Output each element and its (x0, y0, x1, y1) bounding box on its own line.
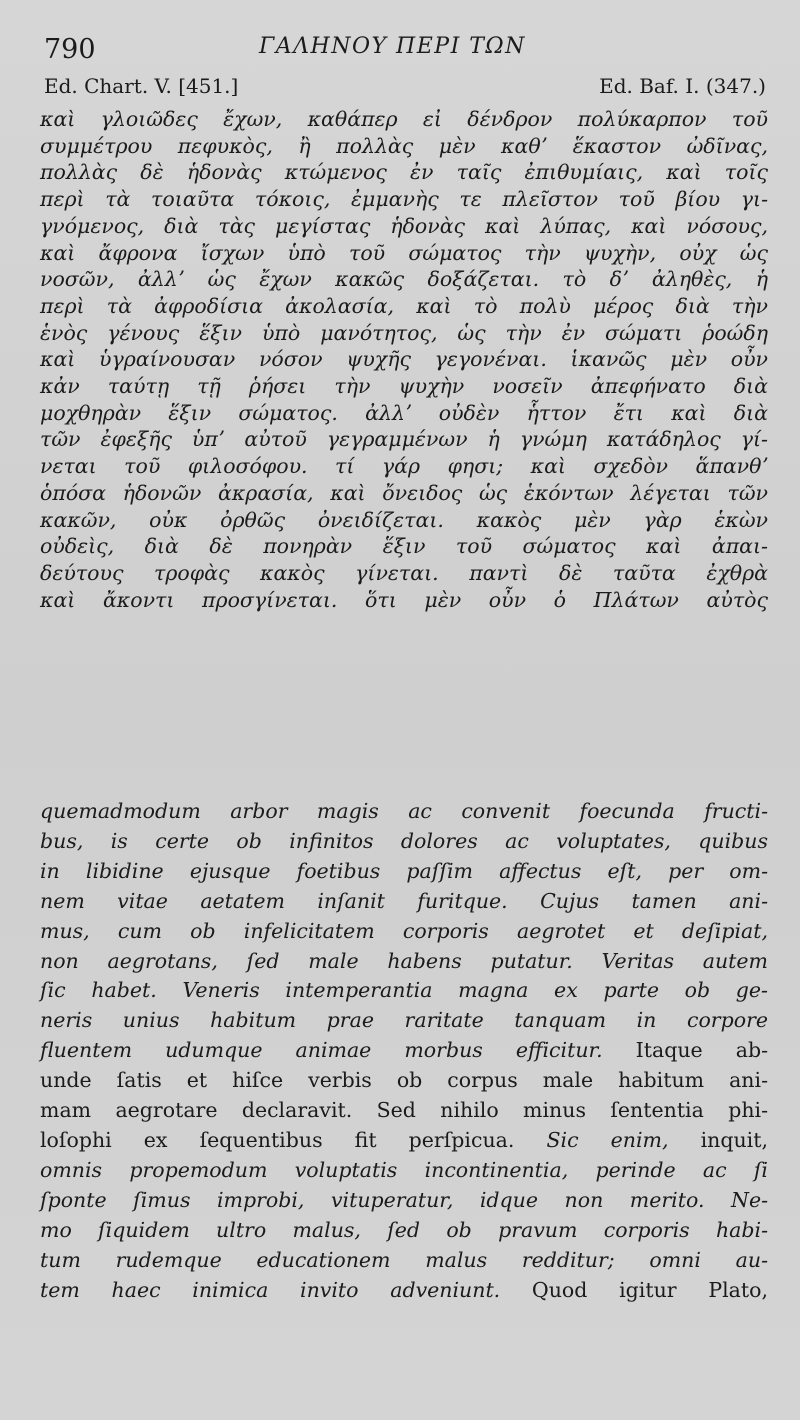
greek-text-line: καὶ γλοιῶδες ἔχων, καθάπερ εἰ δένδρον πολύκαρπον τοῦ (40, 107, 768, 131)
page-number: 790 (44, 34, 96, 65)
latin-text-run: loſophi ex ſequentibus fit perſpicua. (40, 1127, 547, 1152)
latin-text-line (40, 797, 768, 827)
greek-text-line: κακῶν, οὐκ ὀρθῶς ὀνειδίζεται. κακὸς μὲν γὰρ ἑκὼν (40, 507, 768, 532)
greek-text-line: συμμέτρου πεφυκὸς, ἢ πολλὰς μὲν καθʼ ἕκαστον ὠδῖνας, (40, 133, 768, 158)
greek-text-block (40, 106, 768, 613)
latin-text-line (40, 947, 768, 977)
greek-text-line: περὶ τὰ ἀφροδίσια ἀκολασία, καὶ τὸ πολὺ μέρος διὰ τὴν (40, 293, 768, 318)
latin-text-run: unde ſatis et hiſce verbis ob corpus male habitum ani- (40, 1068, 768, 1093)
latin-translation-block (40, 797, 768, 1305)
greek-text-line: καὶ ἄφρονα ἴσχων ὑπὸ τοῦ σώματος τὴν ψυχὴν, οὐχ ὡς (40, 240, 768, 265)
edition-reference-line (44, 74, 766, 104)
latin-text-line (40, 1036, 768, 1066)
latin-text-run: nem vitae aetatem inſanit furitque. Cujus tamen ani- (40, 888, 768, 913)
greek-text-line: γνόμενος, διὰ τὰς μεγίστας ἡδονὰς καὶ λύπας, καὶ νόσους, (40, 213, 768, 238)
latin-text-run: mo ſiquidem ultro malus, ſed ob pravum corporis habi- (40, 1217, 768, 1242)
latin-text-line (40, 1246, 768, 1276)
latin-text-run: Sic enim, (546, 1127, 669, 1152)
latin-text-run: Quod igitur Plato, (500, 1277, 768, 1302)
latin-text-run: in libidine ejusque foetibus paſſim affectus eſt, per om- (40, 858, 768, 883)
greek-text-line: νοσῶν, ἀλλʼ ὡς ἔχων κακῶς δοξάζεται. τὸ δʼ ἀληθὲς, ἡ (40, 267, 768, 292)
greek-text-line: οὐδεὶς, διὰ δὲ πονηρὰν ἕξιν τοῦ σώματος καὶ ἀπαι- (40, 534, 768, 559)
latin-text-line (40, 917, 768, 947)
greek-text-line: καὶ ἄκοντι προσγίνεται. ὅτι μὲν οὖν ὁ Πλάτων αὐτὸς (40, 587, 768, 612)
latin-text-run: inquit, (668, 1127, 768, 1152)
latin-text-run: ſponte ſimus improbi, vituperatur, idque non merito. Ne- (40, 1187, 768, 1212)
greek-text-line: καὶ ὑγραίνουσαν νόσον ψυχῆς γεγονέναι. ἱκανῶς μὲν οὖν (40, 347, 768, 372)
latin-text-line (40, 887, 768, 917)
latin-text-run: bus, is certe ob infinitos dolores ac voluptates, quibus (40, 828, 768, 853)
latin-text-run: mus, cum ob infelicitatem corporis aegrotet et deſipiat, (40, 918, 768, 943)
greek-text-line: μοχθηρὰν ἕξιν σώματος. ἀλλʼ οὐδὲν ἧττον ἔτι καὶ διὰ (40, 400, 768, 425)
latin-text-run: Itaque ab- (602, 1038, 768, 1063)
latin-text-line (40, 857, 768, 887)
greek-text-line: νεται τοῦ φιλοσόφου. τί γάρ φησι; καὶ σχεδὸν ἅπανθʼ (40, 454, 768, 479)
edition-basel-reference: Ed. Baf. I. (347.) (599, 74, 766, 98)
latin-text-line (40, 1276, 768, 1306)
latin-text-line (40, 1126, 768, 1156)
latin-text-run: quemadmodum arbor magis ac convenit foecunda fructi- (40, 799, 768, 823)
latin-text-line (40, 1066, 768, 1096)
latin-text-run: neris unius habitum prae raritate tanquam in corpore (40, 1008, 768, 1033)
greek-text-line: τῶν ἐφεξῆς ὑπʼ αὐτοῦ γεγραμμένων ἡ γνώμη κατάδηλος γί- (40, 427, 768, 452)
latin-text-run: ſic habet. Veneris intemperantia magna ex parte ob ge- (40, 978, 768, 1003)
greek-text-line: δεύτους τροφὰς κακὸς γίνεται. παντὶ δὲ ταῦτα ἐχθρὰ (40, 560, 768, 585)
latin-text-line (40, 1006, 768, 1036)
greek-text-line: ὁπόσα ἡδονῶν ἀκρασία, καὶ ὄνειδος ὡς ἑκόντων λέγεται τῶν (40, 480, 768, 505)
greek-text-line: κἀν ταύτῃ τῇ ῥήσει τὴν ψυχὴν νοσεῖν ἀπεφήνατο διὰ (40, 374, 768, 399)
latin-text-run: tum rudemque educationem malus redditur; omni au- (40, 1247, 768, 1272)
latin-text-run: non aegrotans, ſed male habens putatur. Veritas autem (40, 948, 768, 973)
latin-text-run: omnis propemodum voluptatis incontinentia, perinde ac ſi (40, 1157, 768, 1182)
latin-text-run: tem haec inimica invito adveniunt. (40, 1277, 501, 1302)
latin-text-line (40, 1156, 768, 1186)
latin-text-line (40, 827, 768, 857)
latin-text-line (40, 976, 768, 1006)
latin-text-line (40, 1096, 768, 1126)
greek-text-line: πολλὰς δὲ ἡδονὰς κτώμενος ἐν ταῖς ἐπιθυμίαις, καὶ τοῖς (40, 160, 768, 185)
latin-text-line (40, 1216, 768, 1246)
edition-chartier-reference: Ed. Chart. V. [451.] (44, 74, 239, 98)
latin-text-line (40, 1186, 768, 1216)
greek-text-line: ἑνὸς γένους ἕξιν ὑπὸ μανότητος, ὡς τὴν ἐν σώματι ῥοώδη (40, 320, 768, 345)
greek-text-line: περὶ τὰ τοιαῦτα τόκοις, ἐμμανὴς τε πλεῖστον τοῦ βίου γι- (40, 187, 768, 212)
running-title: ΓΑΛΗΝΟΥ ΠΕΡΙ ΤΩΝ (259, 34, 526, 59)
latin-text-run: fluentem udumque animae morbus efficitur. (40, 1038, 603, 1063)
latin-text-run: mam aegrotare declaravit. Sed nihilo minus ſententia phi- (40, 1098, 768, 1123)
page-header (44, 28, 766, 68)
